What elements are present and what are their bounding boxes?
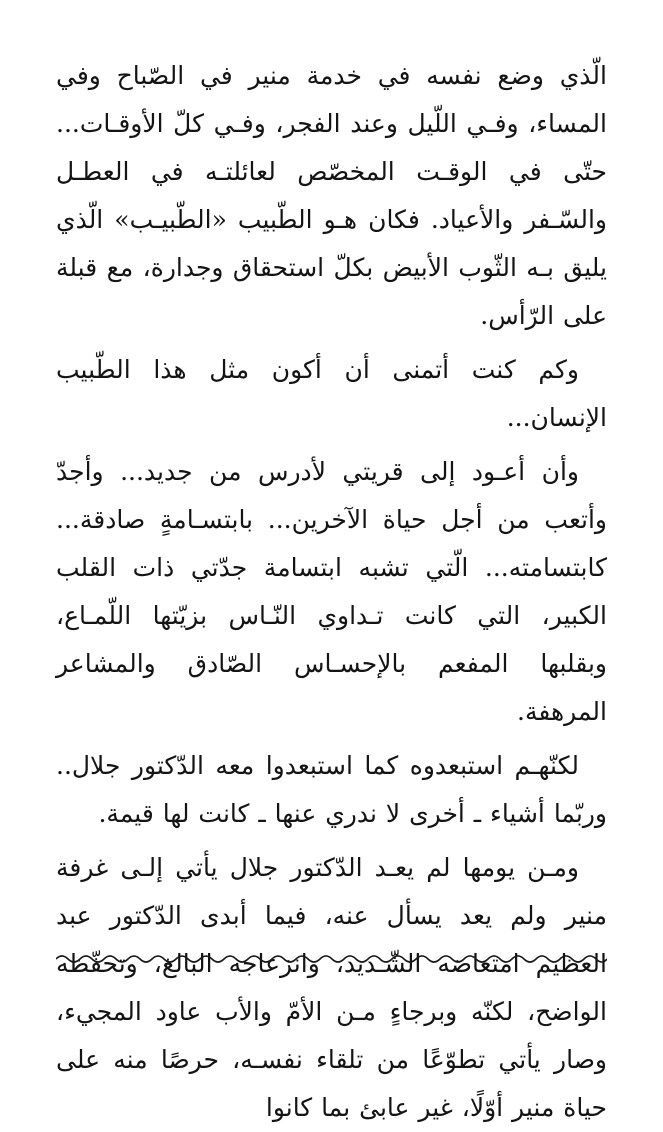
- paragraph-2: وكم كنت أتمنى أن أكون مثل هذا الطّبيب الإنسان...: [56, 355, 607, 432]
- paragraph-4: لكنّهـم استبعدوه كما استبعدوا معه الدّكتور جلال.. وربّما أشياء ـ أخرى لا ندري عنها ـ كانت لها قيمة.: [56, 751, 607, 828]
- paragraph-3: وأن أعـود إلى قريتي لأدرس من جديد... وأجدّ وأتعب من أجل حياة الآخرين... بابتسـامةٍ صادقة... كابتسامته... الّتي تشبه ابتسامة جدّتي ذات القلب الكبير، التي كانت تـداوي النّـاس بزيّتها اللّمـاع، وبقلبها المفعم بالإحسـاس الصّادق والمشاعر المرهفة.: [56, 457, 607, 726]
- page-text: [56, 52, 607, 1132]
- wavy-line-icon: [56, 950, 607, 968]
- footer-wavy-divider: [56, 950, 607, 968]
- paragraph-1: الّذي وضع نفسه في خدمة منير في الصّباح وفي المساء، وفـي اللّيل وعند الفجر، وفـي كلّ الأوقـات... حتّى في الوقـت المخصّص لعائلتـه في العطـل والسّـفر والأعياد. فكان هـو الطّبيب «الطّبيـب» الّذي يليق بـه الثّوب الأبيض بكلّ استحقاق وجدارة، مع قبلة على الرّأس.: [56, 61, 607, 330]
- paragraph-5: ومـن يومها لم يعـد الدّكتور جلال يأتي إلـى غرفة منير ولم يعد يسأل عنه، فيما أبدى الدّكتور عبد العظيم امتعاضه الشّـديد، وانزعاجه البالغ، وتحفّظه الواضح، لكنّه وبرجاءٍ مـن الأمّ والأب عاود المجيء، وصار يأتي تطوّعًا من تلقاء نفسـه، حرصًا منه على حياة منير أوّلًا، غير عابئ بما كانوا: [56, 853, 607, 1122]
